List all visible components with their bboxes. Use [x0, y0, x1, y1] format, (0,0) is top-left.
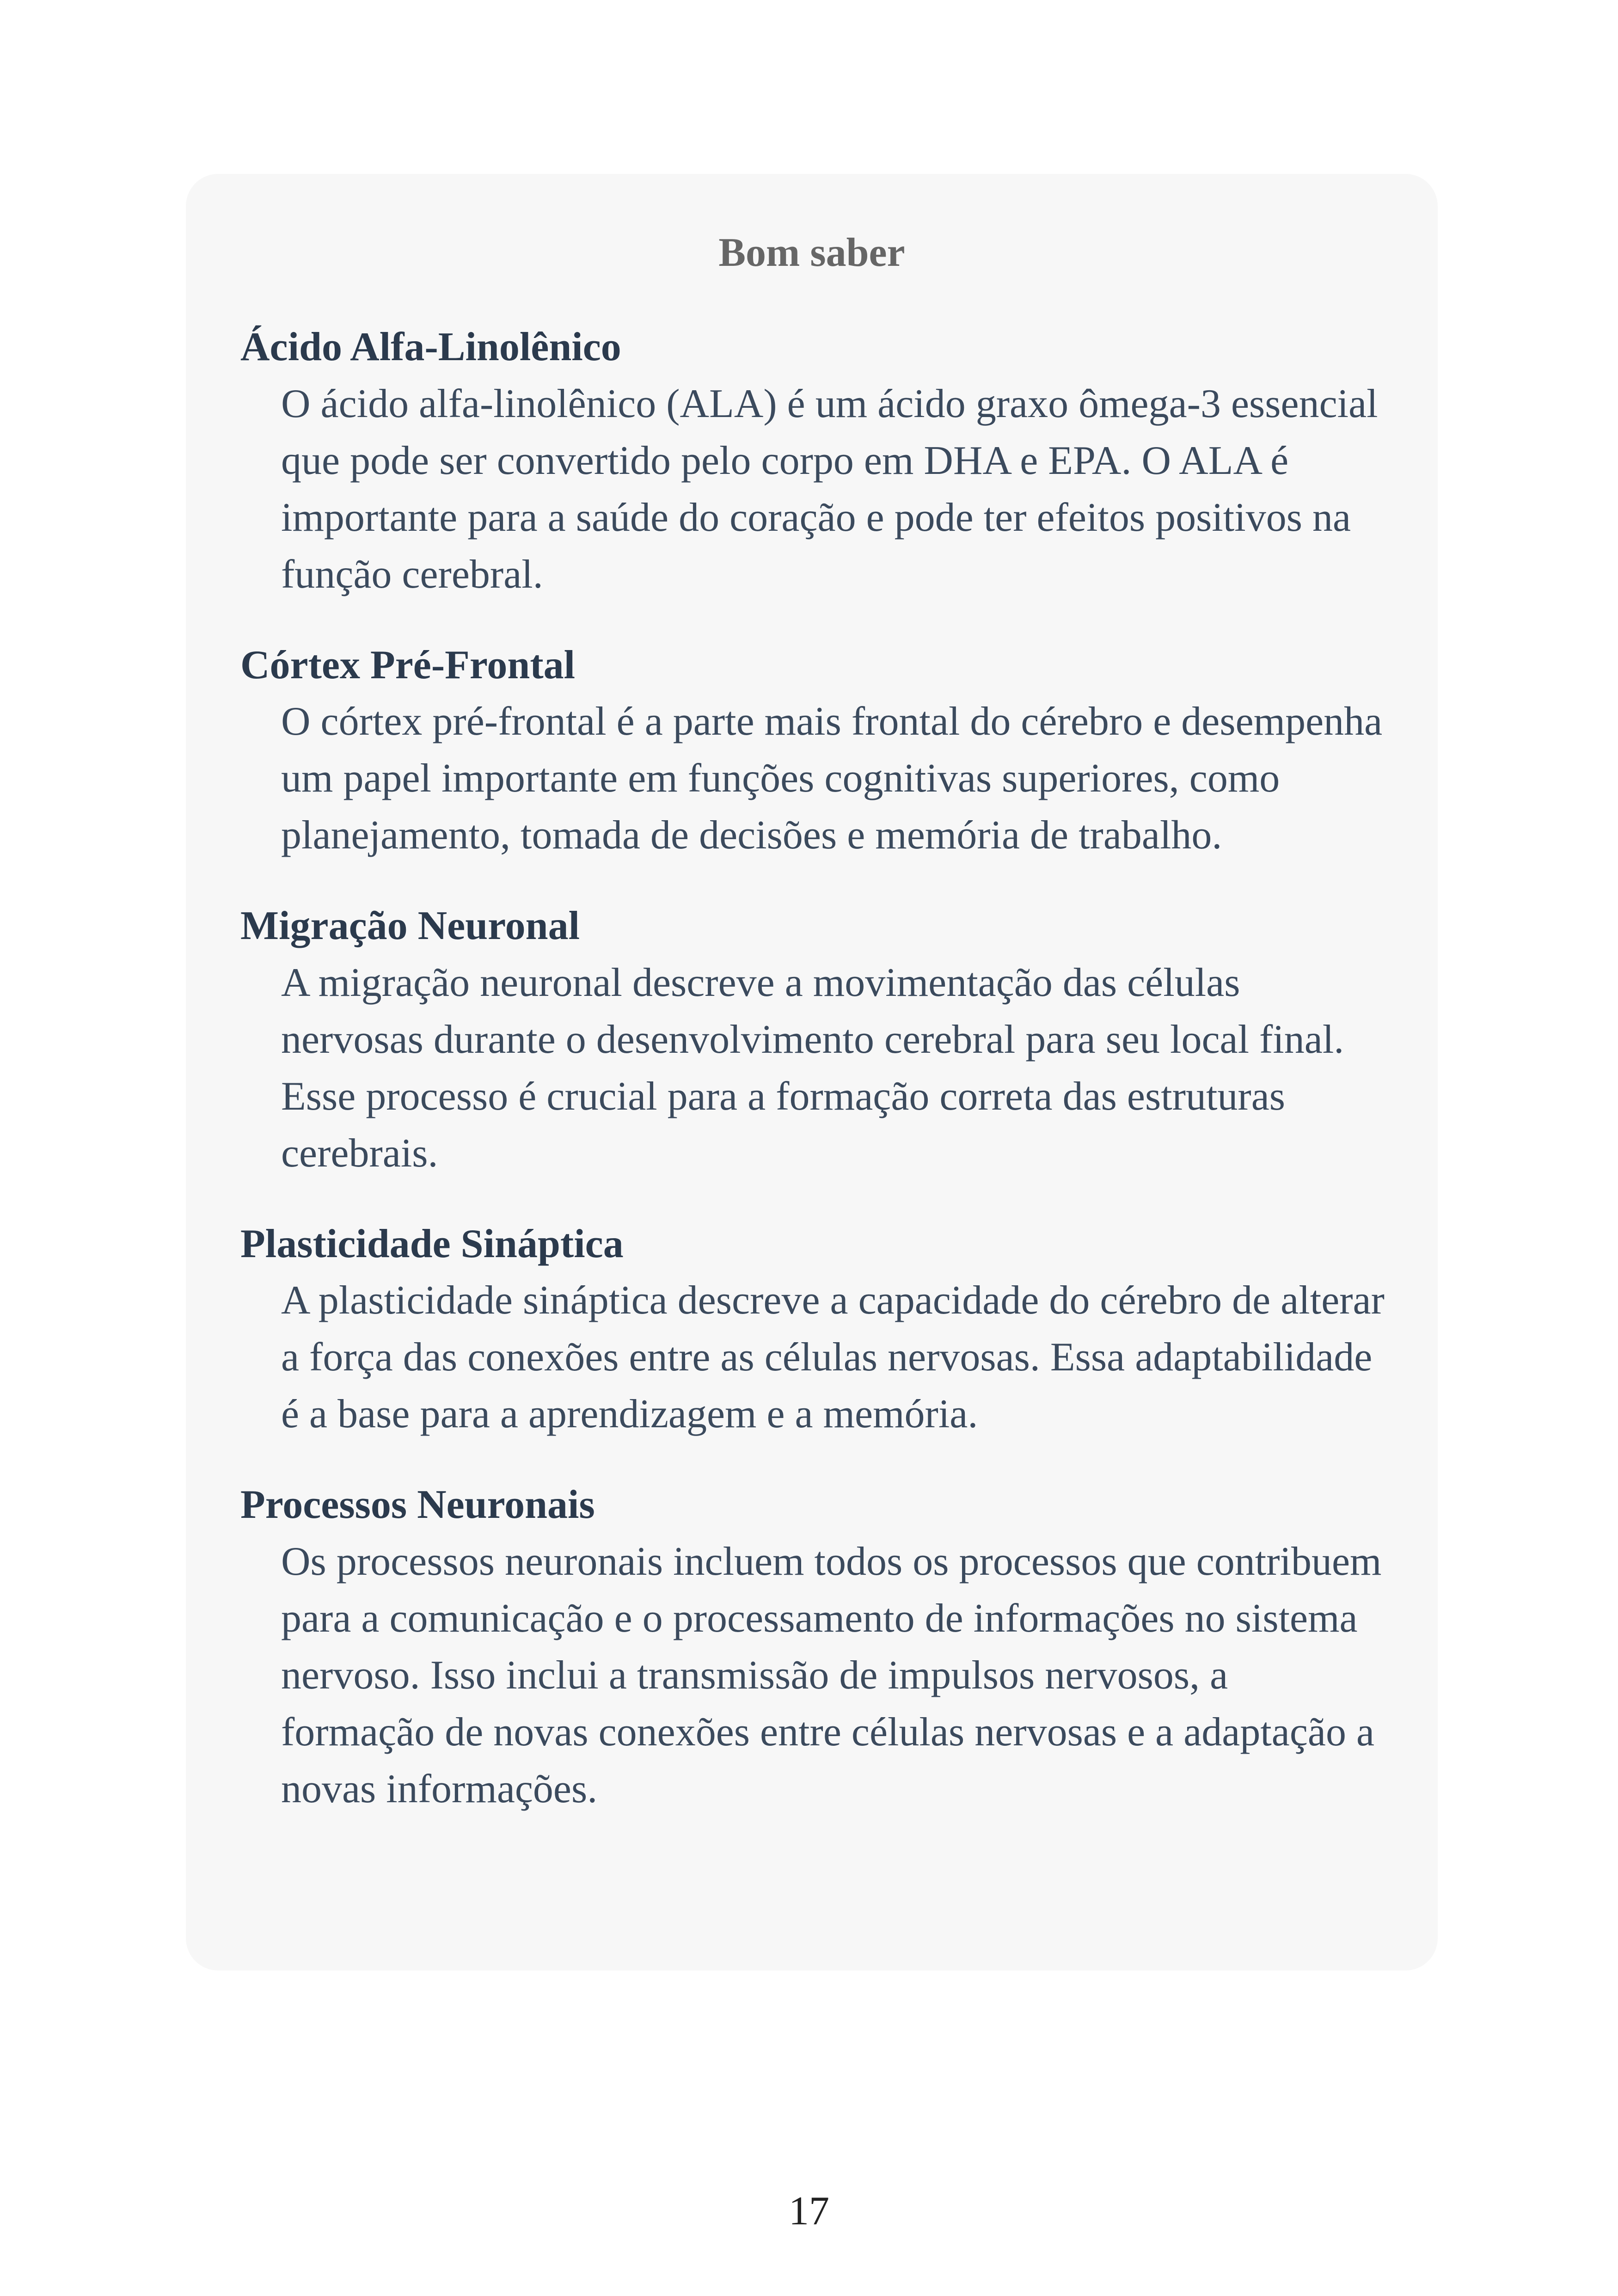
glossary-entry: [240, 323, 1415, 603]
glossary-entry: [240, 1480, 1415, 1817]
glossary-term: Ácido Alfa-Linolênico: [240, 325, 621, 369]
glossary-term: Processos Neuronais: [240, 1482, 595, 1528]
glossary-term: Plasticidade Sináptica: [240, 1221, 624, 1266]
glossary-entry: [240, 641, 1415, 864]
glossary-definition: A plasticidade sináptica descreve a capacidade do cérebro de alterar a força das conexões entre as células nervosas. Essa adaptabilidade é a base para a aprendizagem e a memória.: [281, 1278, 1385, 1437]
glossary-term: Migração Neuronal: [240, 903, 580, 949]
page-number: 17: [789, 2189, 829, 2234]
glossary-definition: O córtex pré-frontal é a parte mais frontal do cérebro e desempenha um papel importante em funções cognitivas superiores, como planejamento, tomada de decisões e memória de trabalho.: [281, 699, 1383, 858]
glossary-definition: O ácido alfa-linolênico (ALA) é um ácido graxo ômega-3 essencial que pode ser convertido pelo corpo em DHA e EPA. O ALA é importante para a saúde do coração e pode ter efeitos positivos na função cerebral.: [281, 381, 1378, 597]
glossary-entry: [240, 902, 1415, 1182]
glossary-entry: [240, 1220, 1415, 1443]
glossary-list: [240, 323, 1415, 1855]
info-box: [186, 174, 1438, 1971]
glossary-term: Córtex Pré-Frontal: [240, 642, 576, 688]
glossary-definition: Os processos neuronais incluem todos os processos que contribuem para a comunicação e o processamento de informações no sistema nervoso. Isso inclui a transmissão de impulsos nervosos, a formação de novas conexões entre células nervosas e a adaptação a novas informações.: [281, 1539, 1382, 1811]
glossary-definition: A migração neuronal descreve a movimentação das células nervosas durante o desenvolvimento cerebral para seu local final. Esse processo é crucial para a formação correta das estruturas cerebrais.: [281, 960, 1344, 1176]
info-box-title: Bom saber: [718, 230, 905, 275]
